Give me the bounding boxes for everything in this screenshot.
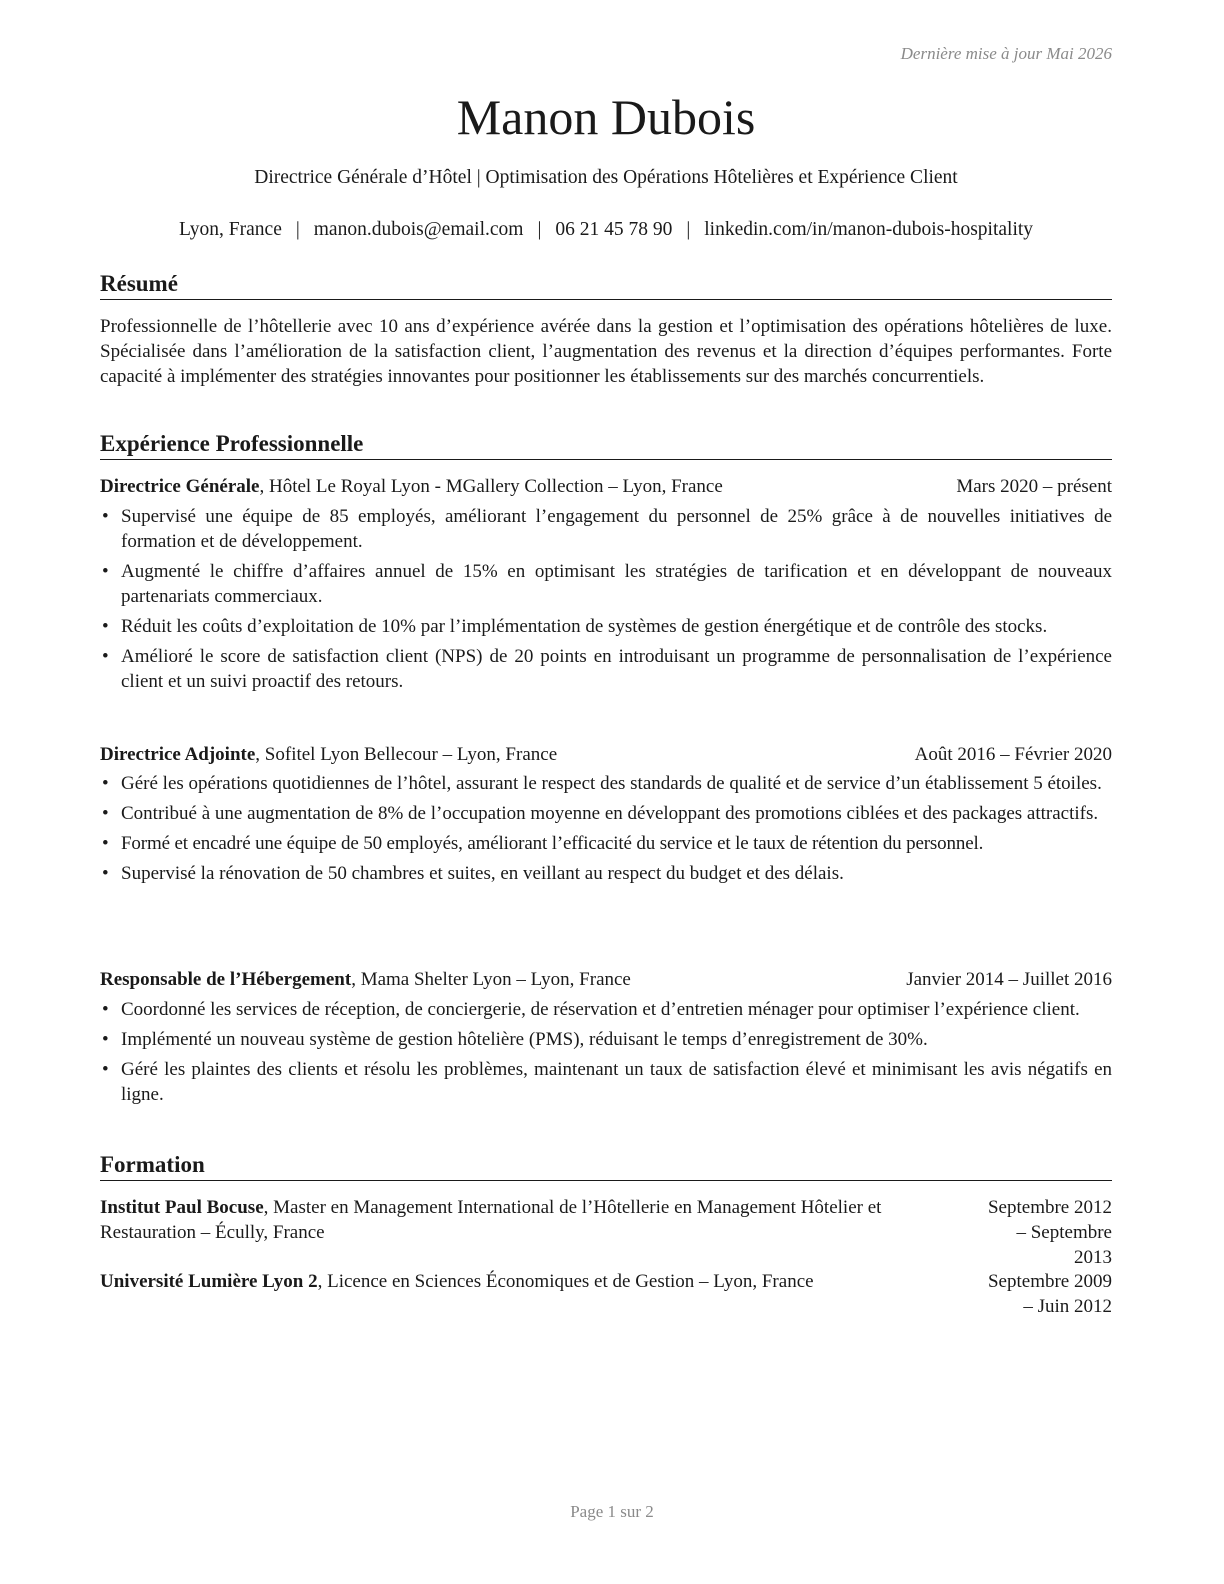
bullet-item: • Amélioré le score de satisfaction client (NPS) de 20 points en introduisant un programme de personnalisation de l’expérience client et un suivi proactif des retours.: [100, 644, 1112, 694]
education-detail: , Master en Management International de l’Hôtellerie en Management Hôtelier et Restauration – Écully, France: [100, 1197, 882, 1243]
job-dates: Janvier 2014 – Juillet 2016: [906, 969, 1112, 990]
bullet-item: • Formé et encadré une équipe de 50 employés, améliorant l’efficacité du service et le taux de rétention du personnel.: [100, 831, 1112, 856]
contact-email[interactable]: manon.dubois@email.com: [313, 219, 524, 240]
bullet-item: • Réduit les coûts d’exploitation de 10% par l’implémentation de systèmes de gestion énergétique et de contrôle des stocks.: [100, 614, 1112, 639]
last-updated: Dernière mise à jour Mai 2026: [900, 44, 1112, 63]
bullet-item: • Coordonné les services de réception, de conciergerie, de réservation et d’entretien ménager pour optimiser l’expérience client.: [100, 997, 1112, 1022]
section-title-education: Formation: [100, 1151, 1112, 1181]
bullet-item: • Géré les opérations quotidiennes de l’hôtel, assurant le respect des standards de qualité et de service d’un établissement 5 étoiles.: [100, 771, 1112, 796]
job-company: , Hôtel Le Royal Lyon - MGallery Collection – Lyon, France: [259, 476, 723, 497]
contact-linkedin[interactable]: linkedin.com/in/manon-dubois-hospitality: [704, 219, 1034, 240]
job-role: Responsable de l’Hébergement: [100, 969, 352, 990]
education-item: [100, 1195, 1112, 1268]
job-role: Directrice Adjointe: [100, 744, 256, 765]
contact-line: [100, 219, 1112, 241]
bullet-item: • Augmenté le chiffre d’affaires annuel de 15% en optimisant les stratégies de tarification et en développant de nouveaux partenariats commerciaux.: [100, 559, 1112, 609]
job-role: Directrice Générale: [100, 476, 260, 497]
section-title-experience: Expérience Professionnelle: [100, 430, 1112, 460]
education-school: Institut Paul Bocuse: [100, 1197, 264, 1218]
job-dates: Mars 2020 – présent: [956, 476, 1112, 497]
education-school: Université Lumière Lyon 2: [100, 1271, 318, 1292]
job-header: [100, 967, 1112, 992]
contact-separator: |: [295, 219, 300, 240]
bullet-item: • Géré les plaintes des clients et résolu les problèmes, maintenant un taux de satisfaction élevé et minimisant les avis négatifs en ligne.: [100, 1057, 1112, 1107]
bullet-item: • Implémenté un nouveau système de gestion hôtelière (PMS), réduisant le temps d’enregistrement de 30%.: [100, 1027, 1112, 1052]
job-header: [100, 474, 1112, 499]
candidate-name: Manon Dubois: [456, 89, 756, 145]
education-detail: , Licence en Sciences Économiques et de Gestion – Lyon, France: [317, 1271, 814, 1292]
education-dates: Septembre 2012 – Septembre 2013: [987, 1197, 1112, 1268]
bullet-item: • Supervisé une équipe de 85 employés, améliorant l’engagement du personnel de 25% grâce à de nouvelles initiatives de formation et de développement.: [100, 504, 1112, 554]
contact-separator: |: [686, 219, 691, 240]
bullet-item: • Contribué à une augmentation de 8% de l’occupation moyenne en développant des promotions ciblées et des packages attractifs.: [100, 801, 1112, 826]
bullet-item: • Supervisé la rénovation de 50 chambres et suites, en veillant au respect du budget et des délais.: [100, 861, 1112, 886]
education-dates: Septembre 2009 – Juin 2012: [987, 1271, 1112, 1317]
education-description: [100, 1269, 980, 1294]
contact-phone: 06 21 45 78 90: [555, 219, 673, 240]
job-company: , Mama Shelter Lyon – Lyon, France: [351, 969, 631, 990]
job-bullets: [100, 771, 1112, 891]
contact-separator: |: [537, 219, 542, 240]
contact-location: Lyon, France: [178, 219, 282, 240]
page-number: Page 1 sur 2: [570, 1502, 654, 1521]
education-item: [100, 1269, 1112, 1317]
job-bullets: [100, 504, 1112, 699]
job-company: , Sofitel Lyon Bellecour – Lyon, France: [255, 744, 558, 765]
headline: Directrice Générale d’Hôtel | Optimisation des Opérations Hôtelières et Expérience Client: [254, 167, 958, 188]
job-header: [100, 742, 1112, 767]
job-dates: Août 2016 – Février 2020: [914, 744, 1112, 765]
section-title-summary: Résumé: [100, 270, 1112, 300]
education-description: [100, 1195, 980, 1245]
summary-text: Professionnelle de l’hôtellerie avec 10 ans d’expérience avérée dans la gestion et l’optimisation des opérations hôtelières de luxe. Spécialisée dans l’amélioration de la satisfaction client, l’augmentation des revenus et la direction d’équipes performantes. Forte capacité à implémenter des stratégies innovantes pour positionner les établissements sur des marchés concurrentiels.: [100, 316, 1112, 387]
job-bullets: [100, 997, 1112, 1112]
